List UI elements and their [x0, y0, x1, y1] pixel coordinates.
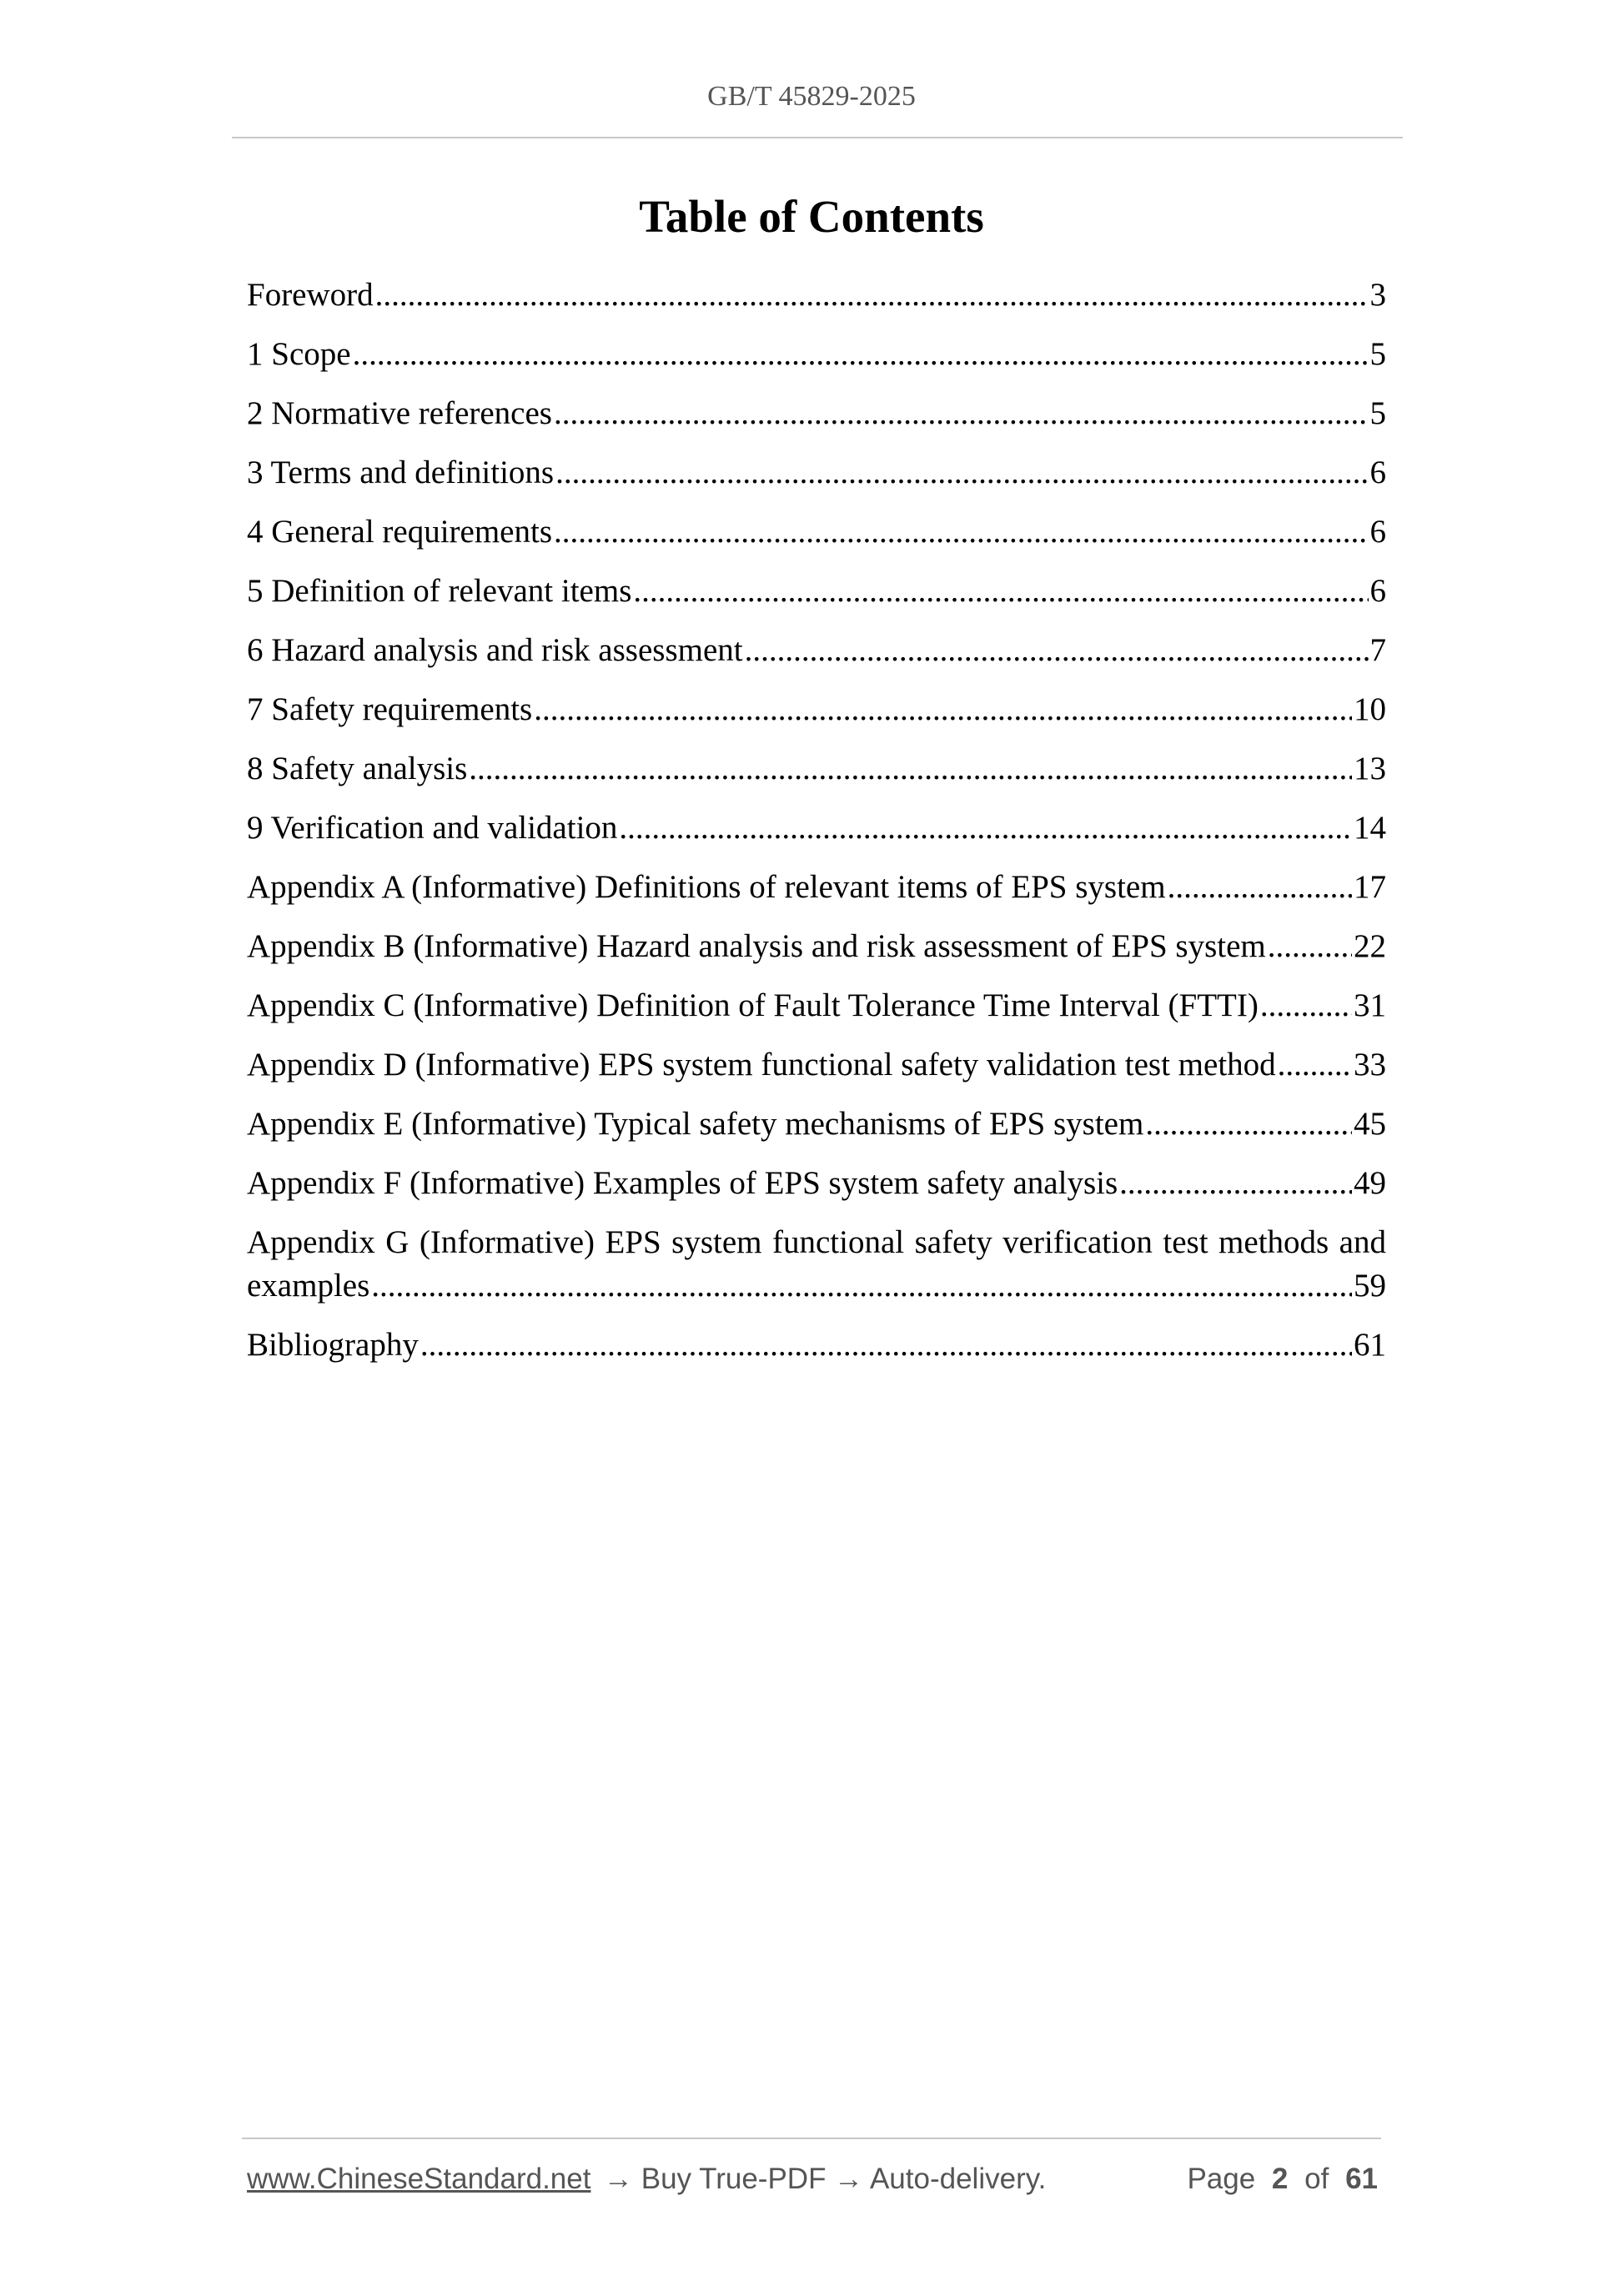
toc-leader-dots — [619, 806, 1352, 850]
toc-leader-dots — [469, 747, 1352, 791]
toc-entry-page: 7 — [1369, 632, 1386, 668]
toc-entry-page: 17 — [1354, 869, 1386, 905]
toc-entry-line2 — [247, 1264, 1386, 1308]
toc-leader-dots — [554, 392, 1369, 435]
toc-entry-page: 6 — [1369, 573, 1386, 609]
toc-leader-dots — [1119, 1162, 1352, 1205]
header-divider — [232, 137, 1403, 138]
toc-leader-dots — [1268, 925, 1352, 968]
toc-entry-appendix-d[interactable] — [247, 1043, 1386, 1087]
toc-leader-dots — [745, 629, 1369, 672]
footer-page-word: Page — [1187, 2163, 1256, 2195]
document-number-header: GB/T 45829-2025 — [707, 81, 916, 112]
footer-website-link[interactable]: www.ChineseStandard.net — [247, 2163, 591, 2195]
toc-entry-page: 14 — [1354, 810, 1386, 846]
toc-leader-dots — [420, 1324, 1352, 1367]
toc-leader-dots — [555, 451, 1368, 495]
toc-entry-bibliography[interactable] — [247, 1324, 1386, 1367]
toc-entry-foreword[interactable] — [247, 274, 1386, 317]
toc-entry-label: Appendix D (Informative) EPS system functional safety validation test method — [247, 1047, 1276, 1083]
toc-entry-hazard-analysis[interactable] — [247, 629, 1386, 672]
footer-divider — [242, 2138, 1381, 2139]
toc-entry-page: 13 — [1354, 751, 1386, 786]
toc-entry-safety-requirements[interactable] — [247, 688, 1386, 731]
toc-entry-label: 6 Hazard analysis and risk assessment — [247, 632, 743, 668]
toc-entry-label: Appendix C (Informative) Definition of Fault Tolerance Time Interval (FTTI) — [247, 987, 1259, 1023]
toc-entry-label: Appendix E (Informative) Typical safety mechanisms of EPS system — [247, 1106, 1144, 1142]
toc-entry-page: 33 — [1354, 1047, 1386, 1083]
toc-title: Table of Contents — [639, 191, 984, 242]
toc-entry-appendix-f[interactable] — [247, 1162, 1386, 1205]
toc-entry-page: 45 — [1354, 1106, 1386, 1142]
toc-entry-label: 3 Terms and definitions — [247, 455, 555, 490]
toc-entry-label: 4 General requirements — [247, 514, 553, 550]
toc-leader-dots — [1168, 866, 1352, 909]
toc-entry-page: 6 — [1369, 514, 1386, 550]
toc-entry-appendix-a[interactable] — [247, 866, 1386, 909]
toc-entry-page: 3 — [1369, 277, 1386, 313]
toc-entry-page: 22 — [1354, 928, 1386, 964]
toc-entry-page: 49 — [1354, 1165, 1386, 1201]
toc-entry-normative-references[interactable] — [247, 392, 1386, 435]
toc-entry-label: 1 Scope — [247, 336, 351, 372]
toc-entry-appendix-e[interactable] — [247, 1103, 1386, 1146]
toc-entry-label: Appendix F (Informative) Examples of EPS system safety analysis — [247, 1165, 1118, 1201]
footer-promo-text: → Buy True-PDF → Auto-delivery. — [604, 2163, 1047, 2195]
toc-entry-label: 9 Verification and validation — [247, 810, 618, 846]
toc-entry-terms-and-definitions[interactable] — [247, 451, 1386, 495]
toc-entry-scope[interactable] — [247, 333, 1386, 376]
toc-leader-dots — [633, 570, 1368, 613]
footer-page-current: 2 — [1271, 2163, 1289, 2195]
toc-entry-label-line1: Appendix G (Informative) EPS system functional safety verification test methods and — [247, 1224, 1386, 1260]
toc-leader-dots — [1278, 1043, 1352, 1087]
toc-entry-general-requirements[interactable] — [247, 510, 1386, 554]
toc-leader-dots — [1145, 1103, 1352, 1146]
toc-entry-label: 7 Safety requirements — [247, 691, 533, 727]
toc-entry-label: 2 Normative references — [247, 395, 552, 431]
toc-leader-dots — [534, 688, 1352, 731]
toc-entry-definition-of-relevant-items[interactable] — [247, 570, 1386, 613]
footer-page-total: 61 — [1345, 2163, 1378, 2195]
toc-entry-verification-and-validation[interactable] — [247, 806, 1386, 850]
toc-entry-page: 5 — [1369, 395, 1386, 431]
toc-leader-dots — [371, 1264, 1352, 1308]
toc-entry-page: 61 — [1354, 1327, 1386, 1363]
toc-entry-label: 8 Safety analysis — [247, 751, 468, 786]
toc-entry-appendix-c[interactable] — [247, 984, 1386, 1027]
toc-entry-appendix-g[interactable] — [247, 1221, 1386, 1308]
toc-entry-page: 5 — [1369, 336, 1386, 372]
toc-entry-page: 10 — [1354, 691, 1386, 727]
toc-leader-dots — [375, 274, 1369, 317]
toc-entry-appendix-b[interactable] — [247, 925, 1386, 968]
toc-entry-page: 59 — [1354, 1268, 1386, 1304]
toc-list — [247, 274, 1386, 1383]
toc-leader-dots — [353, 333, 1369, 376]
toc-entry-safety-analysis[interactable] — [247, 747, 1386, 791]
toc-entry-label: Appendix A (Informative) Definitions of relevant items of EPS system — [247, 869, 1166, 905]
toc-entry-label-line2: examples — [247, 1268, 370, 1304]
footer-of-word: of — [1304, 2163, 1329, 2195]
toc-leader-dots — [1260, 984, 1352, 1027]
footer-page-indicator — [1187, 2160, 1378, 2198]
toc-entry-page: 31 — [1354, 987, 1386, 1023]
toc-entry-label: Foreword — [247, 277, 374, 313]
toc-entry-label: Bibliography — [247, 1327, 419, 1363]
toc-entry-label: 5 Definition of relevant items — [247, 573, 632, 609]
toc-leader-dots — [554, 510, 1368, 554]
toc-entry-page: 6 — [1369, 455, 1386, 490]
toc-entry-label: Appendix B (Informative) Hazard analysis and risk assessment of EPS system — [247, 928, 1266, 964]
page-footer — [247, 2160, 1378, 2198]
